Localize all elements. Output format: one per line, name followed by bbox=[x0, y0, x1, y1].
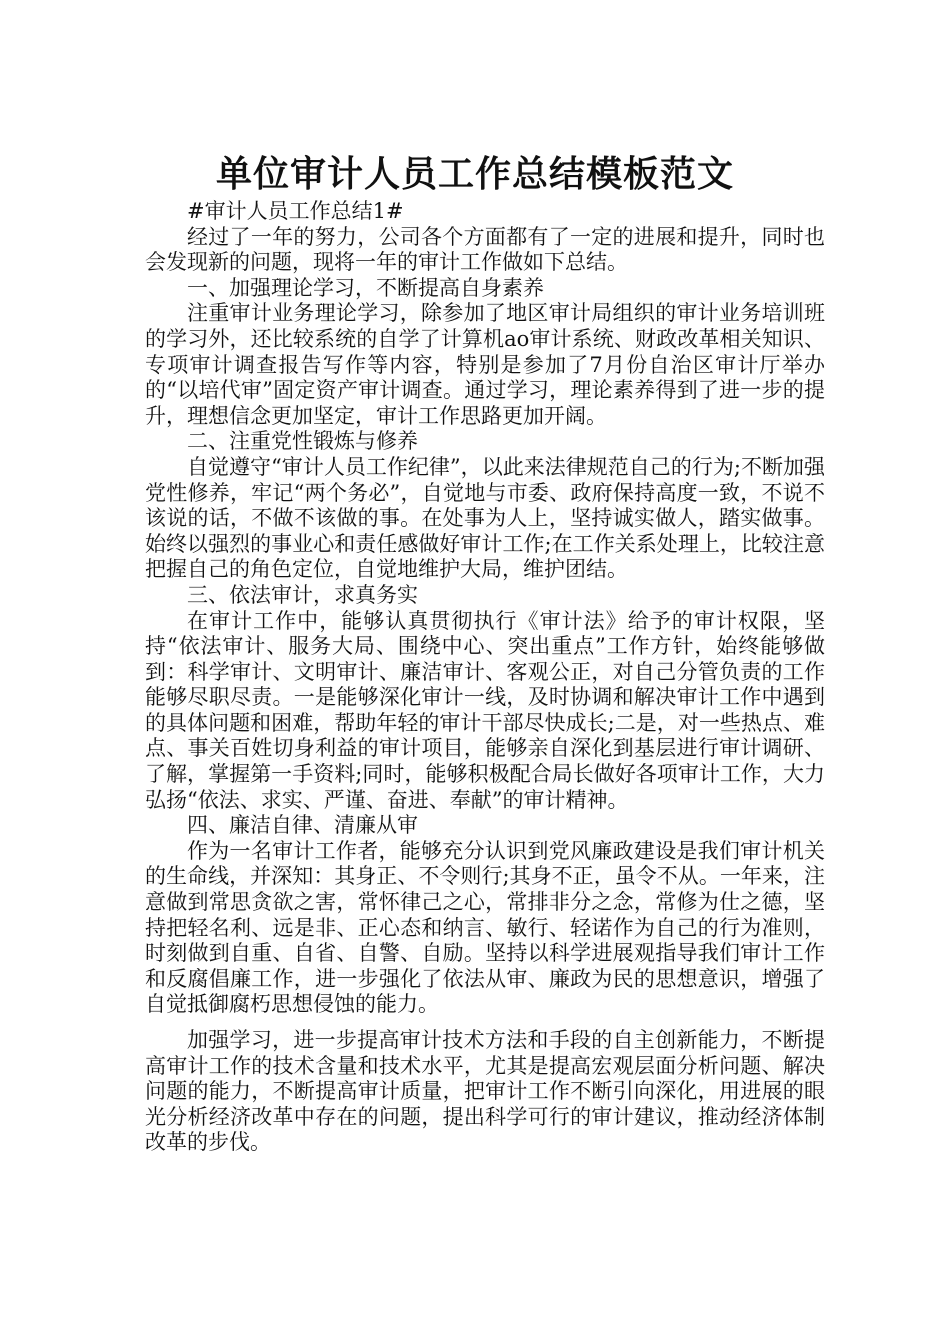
section-heading-lawful-audit: 三、依法审计，求真务实 bbox=[187, 582, 418, 607]
document-body bbox=[145, 199, 825, 1156]
paragraph-theory-study: 注重审计业务理论学习，除参加了地区审计局组织的审计业务培训班的学习外，还比较系统的自学了计算机ao审计系统、财政改革相关知识、专项审计调查报告写作等内容，特别是参加了7月份自治区审计厅举办的“以培代审”固定资产审计调查。通过学习，理论素养得到了进一步的提升，理想信念更加坚定，审计工作思路更加开阔。 bbox=[145, 301, 825, 428]
section-heading-party-training: 二、注重党性锻炼与修养 bbox=[187, 429, 418, 454]
section-heading-theory-study: 一、加强理论学习，不断提高自身素养 bbox=[187, 275, 544, 300]
intro-paragraph: 经过了一年的努力，公司各个方面都有了一定的进展和提升，同时也会发现新的问题，现将一年的审计工作做如下总结。 bbox=[145, 224, 825, 275]
document-title: 单位审计人员工作总结模板范文 bbox=[215, 154, 734, 196]
paragraph-party-training: 自觉遵守“审计人员工作纪律”，以此来法律规范自己的行为;不断加强党性修养，牢记“两个务必”，自觉地与市委、政府保持高度一致，不说不该说的话，不做不该做的事。在处事为人上，坚持诚实做人，踏实做事。始终以强烈的事业心和责任感做好审计工作;在工作关系处理上，比较注意把握自己的角色定位，自觉地维护大局，维护团结。 bbox=[145, 454, 825, 582]
section-heading-integrity: 四、廉洁自律、清廉从审 bbox=[187, 813, 418, 838]
section-heading-summary-1: #审计人员工作总结1# bbox=[187, 199, 404, 223]
paragraph-lawful-audit: 在审计工作中，能够认真贯彻执行《审计法》给予的审计权限，坚持“依法审计、服务大局、围绕中心、突出重点”工作方针，始终能够做到：科学审计、文明审计、廉洁审计、客观公正，对自己分管负责的工作能够尽职尽责。一是能够深化审计一线，及时协调和解决审计工作中遇到的具体问题和困难，帮助年轻的审计干部尽快成长;二是，对一些热点、难点、事关百姓切身利益的审计项目，能够亲自深化到基层进行审计调研、了解，掌握第一手资料;同时，能够积极配合局长做好各项审计工作，大力弘扬“依法、求实、严谨、奋进、奉献”的审计精神。 bbox=[145, 608, 825, 812]
paragraph-integrity: 作为一名审计工作者，能够充分认识到党风廉政建设是我们审计机关的生命线，并深知：其身正、不令则行;其身不正，虽令不从。一年来，注意做到常思贪欲之害，常怀律己之心，常排非分之念，常修为仕之德，坚持把轻名利、远是非、正心态和纳言、敏行、轻诺作为自己的行为准则，时刻做到自重、自省、自警、自励。坚持以科学进展观指导我们审计工作和反腐倡廉工作，进一步强化了依法从审、廉政为民的思想意识，增强了自觉抵御腐朽思想侵蚀的能力。 bbox=[145, 838, 825, 1017]
paragraph-strengthen-learning: 加强学习，进一步提高审计技术方法和手段的自主创新能力，不断提高审计工作的技术含量和技术水平，尤其是提高宏观层面分析问题、解决问题的能力，不断提高审计质量，把审计工作不断引向深化，用进展的眼光分析经济改革中存在的问题，提出科学可行的审计建议，推动经济体制改革的步伐。 bbox=[145, 1028, 825, 1155]
